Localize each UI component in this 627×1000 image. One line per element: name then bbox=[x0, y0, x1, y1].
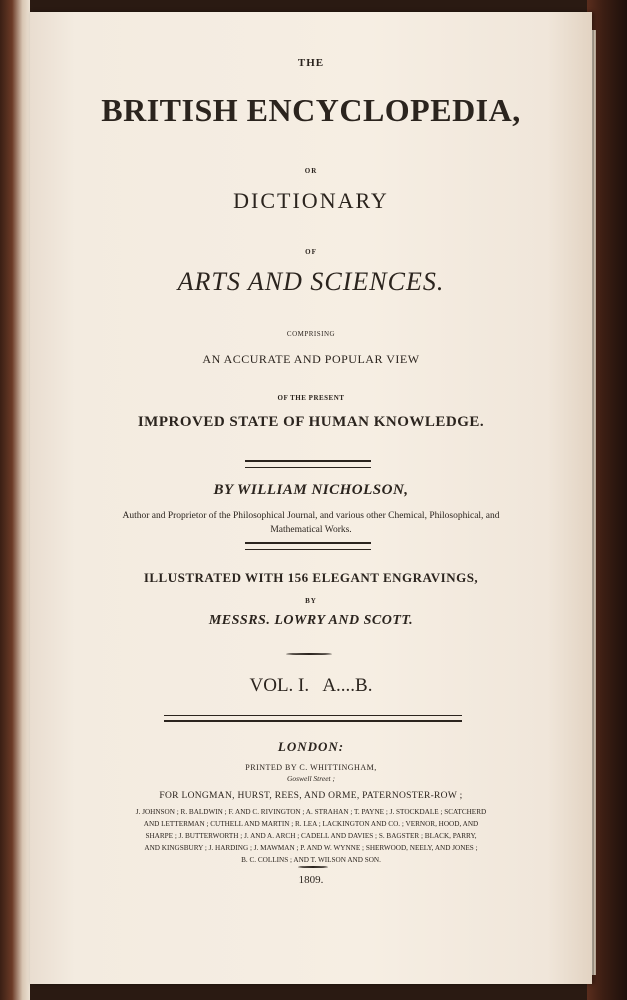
book-spine-left bbox=[0, 0, 30, 1000]
booksellers-line-2: AND LETTERMAN ; CUTHELL AND MARTIN ; R. LEA ; LACKINGTON AND CO. ; VERNOR, HOOD, AND bbox=[143, 820, 479, 828]
the-text: THE bbox=[297, 57, 325, 69]
subject-title: ARTS AND SCIENCES. bbox=[177, 267, 445, 296]
booksellers-line-3: SHARPE ; J. BUTTERWORTH ; J. AND A. ARCH ; CADELL AND DAVIES ; S. BAGSTER ; BLACK, PARRY, bbox=[145, 832, 477, 840]
of-text: OF bbox=[305, 248, 317, 256]
of-the-present-text: OF THE PRESENT bbox=[277, 394, 345, 402]
flourish-ornament-2 bbox=[298, 866, 328, 868]
year-text: 1809. bbox=[298, 874, 324, 886]
publisher-text: FOR LONGMAN, HURST, REES, AND ORME, PATERNOSTER-ROW ; bbox=[159, 791, 463, 801]
by-text: BY bbox=[305, 597, 317, 605]
booksellers-line-5: B. C. COLLINS ; AND T. WILSON AND SON. bbox=[241, 856, 381, 864]
or-text: OR bbox=[304, 167, 318, 175]
state-text: IMPROVED STATE OF HUMAN KNOWLEDGE. bbox=[137, 414, 485, 430]
volume-text: VOL. I. A....B. bbox=[249, 675, 373, 696]
view-text: AN ACCURATE AND POPULAR VIEW bbox=[202, 352, 420, 366]
comprising-text: COMPRISING bbox=[286, 330, 336, 338]
divider-rule-2 bbox=[245, 542, 371, 550]
printer-street-text: Goswell Street ; bbox=[286, 774, 336, 783]
author-line: BY WILLIAM NICHOLSON, bbox=[213, 482, 409, 498]
place-text: LONDON: bbox=[277, 739, 345, 754]
printer-text: PRINTED BY C. WHITTINGHAM, bbox=[245, 763, 377, 772]
booksellers-line-1: J. JOHNSON ; R. BALDWIN ; F. AND C. RIVINGTON ; A. STRAHAN ; T. PAYNE ; J. STOCKDALE ; SCATCHERD bbox=[135, 808, 487, 816]
divider-rule-1 bbox=[245, 460, 371, 468]
main-title: BRITISH ENCYCLOPEDIA, bbox=[101, 92, 521, 128]
engravers-text: MESSRS. LOWRY AND SCOTT. bbox=[208, 613, 414, 628]
dictionary-title: DICTIONARY bbox=[233, 188, 389, 213]
flourish-ornament-1 bbox=[286, 653, 332, 655]
author-description-1: Author and Proprietor of the Philosophical Journal, and various other Chemical, Philosophical, and bbox=[122, 511, 500, 521]
illustrated-text: ILLUSTRATED WITH 156 ELEGANT ENGRAVINGS, bbox=[143, 570, 479, 585]
divider-rule-3 bbox=[164, 715, 462, 722]
booksellers-line-4: AND KINGSBURY ; J. HARDING ; J. MAWMAN ; P. AND W. WYNNE ; SHERWOOD, NEELY, AND JONES ; bbox=[144, 844, 478, 852]
title-page bbox=[30, 12, 592, 984]
author-description-2: Mathematical Works. bbox=[270, 525, 352, 535]
